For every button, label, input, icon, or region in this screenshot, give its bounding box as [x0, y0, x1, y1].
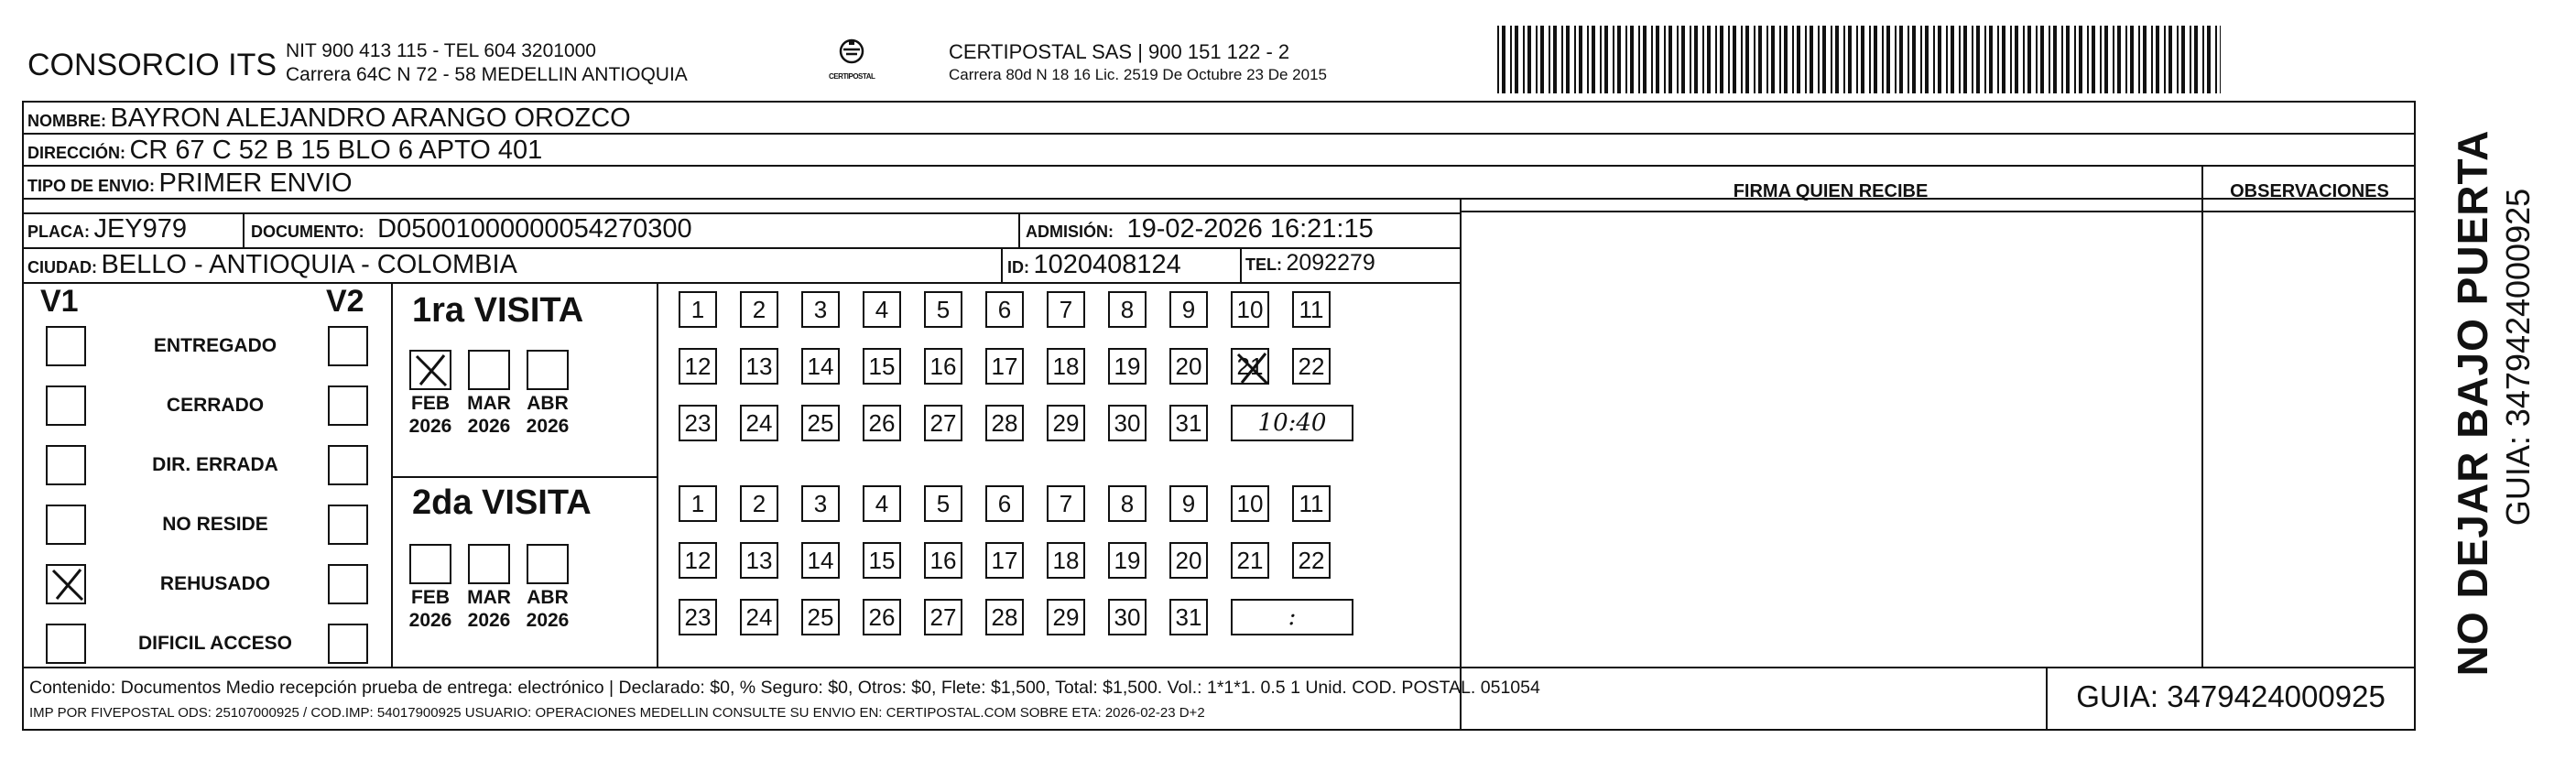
visit2-day-box[interactable]: 8: [1108, 485, 1147, 522]
visit2-day-box[interactable]: 18: [1047, 542, 1085, 579]
visit2-day-box[interactable]: 26: [863, 599, 901, 635]
visit1-day-box[interactable]: 5: [924, 291, 962, 328]
visit2-month-year: 2026: [467, 610, 511, 631]
visit1-month-label: [463, 392, 515, 438]
visit2-month-label: [405, 586, 456, 632]
visit2-day-box[interactable]: 27: [924, 599, 962, 635]
visit2-month-label: [522, 586, 573, 632]
tel-label: TEL:: [1245, 255, 1282, 274]
visit1-day-box[interactable]: 12: [679, 348, 717, 385]
visit1-month-name: FEB: [411, 393, 450, 414]
visit2-day-box[interactable]: 10: [1231, 485, 1269, 522]
signature-header: FIRMA QUIEN RECIBE: [1733, 181, 1929, 201]
visit2-day-box[interactable]: 7: [1047, 485, 1085, 522]
company-line-1: NIT 900 413 115 - TEL 604 3201000: [286, 40, 596, 61]
v1-checkbox[interactable]: [46, 326, 86, 366]
admission-value: 19-02-2026 16:21:15: [1126, 214, 1374, 244]
visit2-day-box[interactable]: 15: [863, 542, 901, 579]
visit1-month-year: 2026: [408, 416, 452, 437]
visit2-day-box[interactable]: 28: [985, 599, 1024, 635]
visit1-title: 1ra VISITA: [412, 291, 584, 330]
barcode-icon: [1497, 26, 2225, 93]
visit1-day-box[interactable]: 9: [1169, 291, 1208, 328]
name-label: NOMBRE:: [27, 112, 106, 130]
visit1-day-box[interactable]: 27: [924, 405, 962, 441]
status-label: REHUSADO: [159, 573, 271, 594]
visit1-day-box[interactable]: 16: [924, 348, 962, 385]
document-label: DOCUMENTO:: [251, 223, 364, 241]
visit1-day-box[interactable]: 24: [740, 405, 778, 441]
visit1-day-box[interactable]: 13: [740, 348, 778, 385]
visit2-month-name: ABR: [527, 587, 569, 608]
visit1-month-name: MAR: [467, 393, 511, 414]
x-mark-icon: [1234, 350, 1271, 386]
certipostal-logo: [829, 38, 875, 81]
visit2-day-box[interactable]: 14: [801, 542, 840, 579]
visit1-day-box[interactable]: 22: [1292, 348, 1331, 385]
footer-guide: GUIA: 3479424000925: [2076, 679, 2386, 713]
visit1-day-box[interactable]: 2: [740, 291, 778, 328]
signature-area[interactable]: [1463, 213, 2200, 664]
visit1-day-box[interactable]: 10: [1231, 291, 1269, 328]
shipment-type-label: TIPO DE ENVIO:: [27, 177, 156, 195]
visit1-day-box[interactable]: 1: [679, 291, 717, 328]
visit2-day-box[interactable]: 21: [1231, 542, 1269, 579]
visit2-month-checkbox[interactable]: [527, 544, 569, 584]
print-line: IMP POR FIVEPOSTAL ODS: 25107000925 / COD.IMP: 54017900925 USUARIO: OPERACIONES MEDELLIN CONSULTE SU ENVIO EN: CERTIPOSTAL.COM SOBRE ETA: 2026-02-23 D+2: [29, 705, 1205, 721]
visit1-day-box[interactable]: 28: [985, 405, 1024, 441]
visit2-day-box[interactable]: 30: [1108, 599, 1147, 635]
visit2-day-box[interactable]: 24: [740, 599, 778, 635]
company-line-2: Carrera 64C N 72 - 58 MEDELLIN ANTIOQUIA: [286, 64, 688, 85]
x-mark-icon: [413, 352, 450, 388]
visit1-time-field[interactable]: 10:40: [1231, 405, 1353, 441]
v1-header: V1: [40, 284, 79, 319]
name-field: [27, 103, 631, 134]
v2-checkbox[interactable]: [328, 564, 368, 604]
visit1-day-box[interactable]: 18: [1047, 348, 1085, 385]
plate-label: PLACA:: [27, 223, 90, 241]
id-label: ID:: [1007, 258, 1029, 277]
address-value: CR 67 C 52 B 15 BLO 6 APTO 401: [129, 136, 543, 165]
visit1-month-label: [522, 392, 573, 438]
side-guide: GUIA: 3479424000925: [2499, 188, 2537, 527]
visit2-month-checkbox[interactable]: [409, 544, 451, 584]
visit2-day-box[interactable]: 12: [679, 542, 717, 579]
visit2-day-box[interactable]: 5: [924, 485, 962, 522]
visit2-day-box[interactable]: 17: [985, 542, 1024, 579]
v1-checkbox[interactable]: [46, 564, 86, 604]
visit2-day-box[interactable]: 1: [679, 485, 717, 522]
city-field: [27, 250, 517, 280]
company-name: CONSORCIO ITS: [27, 48, 277, 82]
v2-checkbox[interactable]: [328, 445, 368, 485]
visit2-month-year: 2026: [526, 610, 570, 631]
v2-checkbox[interactable]: [328, 385, 368, 426]
visit1-month-checkbox[interactable]: [409, 350, 451, 390]
visit1-day-box[interactable]: 29: [1047, 405, 1085, 441]
visit1-day-box[interactable]: 31: [1169, 405, 1208, 441]
visit2-day-box[interactable]: 29: [1047, 599, 1085, 635]
visit1-day-box[interactable]: 4: [863, 291, 901, 328]
visit1-day-box[interactable]: 11: [1292, 291, 1331, 328]
visit2-day-box[interactable]: 6: [985, 485, 1024, 522]
visit1-day-box[interactable]: 14: [801, 348, 840, 385]
status-label: DIR. ERRADA: [152, 454, 278, 475]
logo-caption: CERTIPOSTAL: [829, 72, 875, 81]
observations-area[interactable]: [2205, 213, 2414, 664]
city-value: BELLO - ANTIOQUIA - COLOMBIA: [101, 250, 517, 279]
id-value: 1020408124: [1033, 250, 1181, 279]
name-value: BAYRON ALEJANDRO ARANGO OROZCO: [110, 103, 631, 133]
visit2-month-label: [463, 586, 515, 632]
x-mark-icon: [49, 566, 86, 603]
visit2-day-box[interactable]: 13: [740, 542, 778, 579]
visit1-month-year: 2026: [467, 416, 511, 437]
visit1-month-label: [405, 392, 456, 438]
observations-header: OBSERVACIONES: [2230, 181, 2389, 201]
side-notice: NO DEJAR BAJO PUERTA: [2449, 129, 2496, 677]
address-field: [27, 136, 542, 166]
v1-checkbox[interactable]: [46, 445, 86, 485]
v2-checkbox[interactable]: [328, 326, 368, 366]
visit2-day-box[interactable]: 23: [679, 599, 717, 635]
status-label: CERRADO: [166, 395, 265, 416]
admission-field: [1026, 214, 1374, 244]
visit1-day-box[interactable]: 26: [863, 405, 901, 441]
visit1-month-name: ABR: [527, 393, 569, 414]
v2-checkbox[interactable]: [328, 624, 368, 664]
visit2-day-box[interactable]: 31: [1169, 599, 1208, 635]
visit2-month-name: MAR: [467, 587, 511, 608]
v1-checkbox[interactable]: [46, 624, 86, 664]
visit2-day-box[interactable]: 20: [1169, 542, 1208, 579]
tel-value: 2092279: [1286, 250, 1375, 276]
shipment-type-field: [27, 168, 353, 199]
city-label: CIUDAD:: [27, 258, 97, 277]
visit2-month-name: FEB: [411, 587, 450, 608]
visit1-day-box[interactable]: 7: [1047, 291, 1085, 328]
visit2-title: 2da VISITA: [412, 483, 592, 522]
logo-icon: [829, 38, 875, 70]
admission-label: ADMISIÓN:: [1026, 223, 1114, 241]
visit2-time-field[interactable]: :: [1231, 599, 1353, 635]
plate-field: [27, 214, 187, 244]
visit1-day-box[interactable]: 19: [1108, 348, 1147, 385]
visit1-day-box[interactable]: 6: [985, 291, 1024, 328]
visit2-month-year: 2026: [408, 610, 452, 631]
visit1-day-box[interactable]: 8: [1108, 291, 1147, 328]
status-label: NO RESIDE: [162, 514, 268, 535]
visit1-day-box[interactable]: 21: [1231, 348, 1269, 385]
v1-checkbox[interactable]: [46, 385, 86, 426]
visit2-day-box[interactable]: 2: [740, 485, 778, 522]
visit1-day-box[interactable]: 25: [801, 405, 840, 441]
visit1-day-box[interactable]: 3: [801, 291, 840, 328]
status-label: ENTREGADO: [153, 335, 277, 356]
visit1-day-box[interactable]: 23: [679, 405, 717, 441]
carrier-line-1: CERTIPOSTAL SAS | 900 151 122 - 2: [949, 40, 1290, 63]
visit1-day-box[interactable]: 15: [863, 348, 901, 385]
carrier-line-2: Carrera 80d N 18 16 Lic. 2519 De Octubre 23 De 2015: [949, 66, 1327, 83]
visit2-day-box[interactable]: 22: [1292, 542, 1331, 579]
plate-value: JEY979: [93, 214, 188, 244]
id-field: [1007, 250, 1181, 280]
visit1-day-box[interactable]: 17: [985, 348, 1024, 385]
tel-field: [1245, 250, 1375, 277]
visit1-month-checkbox[interactable]: [527, 350, 569, 390]
visit1-month-checkbox[interactable]: [468, 350, 510, 390]
visit2-day-box[interactable]: 4: [863, 485, 901, 522]
shipment-type-value: PRIMER ENVIO: [158, 168, 353, 198]
document-field: [251, 214, 692, 244]
visit2-day-box[interactable]: 16: [924, 542, 962, 579]
visit2-month-checkbox[interactable]: [468, 544, 510, 584]
v2-header: V2: [326, 284, 364, 319]
v1-checkbox[interactable]: [46, 505, 86, 545]
v2-checkbox[interactable]: [328, 505, 368, 545]
address-label: DIRECCIÓN:: [27, 144, 125, 162]
visit1-month-year: 2026: [526, 416, 570, 437]
visit2-day-box[interactable]: 19: [1108, 542, 1147, 579]
visit2-day-box[interactable]: 3: [801, 485, 840, 522]
visit2-day-box[interactable]: 11: [1292, 485, 1331, 522]
visit2-day-box[interactable]: 9: [1169, 485, 1208, 522]
visit1-day-box[interactable]: 20: [1169, 348, 1208, 385]
contents-line: Contenido: Documentos Medio recepción prueba de entrega: electrónico | Declarado: $0, % Seguro: $0, Otros: $0, Flete: $1,500, Total: $1,500. Vol.: 1*1*1. 0.5 1 Unid. COD. POSTAL. 051054: [29, 678, 1540, 698]
status-label: DIFICIL ACCESO: [137, 633, 292, 654]
visit1-day-box[interactable]: 30: [1108, 405, 1147, 441]
document-value: D05001000000054270300: [377, 214, 692, 244]
visit2-day-box[interactable]: 25: [801, 599, 840, 635]
